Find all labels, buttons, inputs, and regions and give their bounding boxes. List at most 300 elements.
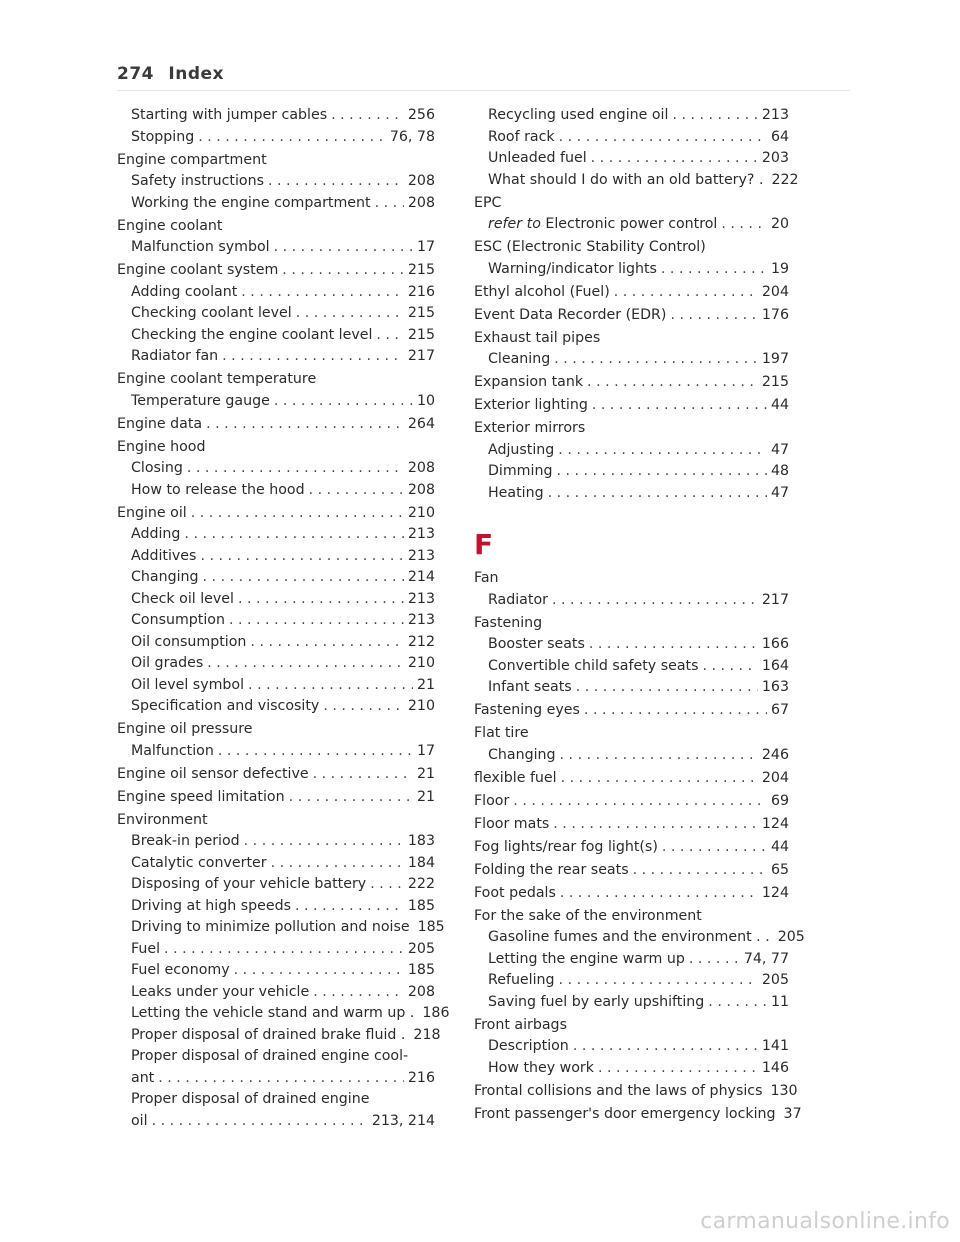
index-subentry [117,675,435,697]
index-subentry [117,1111,435,1133]
dot-leader [584,700,767,722]
index-subentry [117,480,435,502]
entry-page[interactable]: 69 [770,792,789,809]
index-subentry [117,171,435,193]
dot-leader [661,259,767,281]
entry-page[interactable]: 185 [407,897,435,914]
index-subentry [117,193,435,215]
watermark: carmanualsonline.info [700,1209,950,1234]
entry-label: Event Data Recorder (EDR) [474,306,667,323]
entry-page[interactable]: 204 [761,283,789,300]
entry-label: Floor mats [474,815,550,832]
index-entry [474,723,789,745]
index-entry [117,260,435,282]
index-subentry [117,960,435,982]
entry-label: Fan [474,570,499,586]
entry-page[interactable]: 256 [407,107,435,123]
index-subentry [117,831,435,853]
entry-label: For the sake of the environment [474,907,702,924]
entry-page[interactable]: 213 [407,526,435,542]
index-entry [474,305,789,327]
header-divider [117,90,850,91]
index-subentry [117,917,445,939]
dot-leader [576,677,758,699]
entry-page[interactable]: 215 [407,262,435,278]
entry-label: Oil grades [131,655,204,671]
index-entry [474,1015,789,1037]
index-subentry [474,148,789,170]
entry-reference-target: Electronic power control [540,216,718,232]
entry-label: Closing [131,460,183,476]
entry-label: Floor [474,792,510,809]
entry-label: Booster seats [488,636,585,652]
index-subentry [474,634,789,656]
index-subentry [474,590,789,612]
entry-label: Folding the rear seats [474,861,629,878]
entry-page[interactable]: 185 [417,919,445,935]
dot-leader [229,610,404,632]
entry-label: Foot pedals [474,884,556,901]
entry-label: flexible fuel [474,769,557,786]
entry-page[interactable]: 64 [770,128,789,145]
index-subentry [117,524,435,546]
entry-page[interactable]: 17 [416,239,435,255]
index-subentry [117,1003,450,1025]
entry-page[interactable]: 65 [770,861,789,878]
entry-label: Adjusting [488,441,555,458]
dot-leader [591,148,758,170]
entry-page[interactable]: 216 [407,1069,435,1086]
index-entry [117,414,435,436]
entry-page[interactable]: 218 [413,1026,441,1043]
index-subentry [474,461,789,483]
entry-label: Engine coolant system [117,262,279,278]
dot-leader [559,127,767,149]
entry-label: Environment [117,811,208,828]
entry-page[interactable]: 215 [407,326,435,343]
index-subentry [474,677,789,699]
entry-label: Malfunction [131,742,214,759]
index-subentry [474,656,789,678]
entry-label: Radiator [488,591,548,608]
dot-leader [313,764,413,786]
entry-page[interactable]: 37 [783,1105,802,1122]
entry-label: Proper disposal of drained engine [131,1091,370,1107]
entry-label: Changing [488,746,556,763]
index-subentry [117,391,435,413]
index-subentry [474,214,789,236]
dot-leader [244,831,404,853]
dot-leader [670,305,757,327]
entry-label: Cleaning [488,351,551,367]
entry-page[interactable]: 74, 77 [743,950,789,967]
index-column-right [474,105,805,1125]
entry-label: Warning/indicator lights [488,260,657,277]
index-subentry [117,567,435,589]
entry-page[interactable]: 48 [770,463,789,479]
index-subentry [117,282,435,304]
entry-label: Recycling used engine oil [488,107,669,123]
dot-leader [158,1068,404,1090]
dot-leader [218,741,413,763]
entry-page[interactable]: 185 [407,962,435,978]
index-subentry [117,325,435,347]
entry-label: Check oil level [131,590,234,607]
entry-label: Driving at high speeds [131,897,292,914]
index-entry [117,216,435,238]
entry-page[interactable]: 17 [416,742,435,759]
entry-label: Engine data [117,415,203,432]
dot-leader [152,1111,368,1133]
dot-leader [296,303,404,325]
entry-label: Changing [131,569,199,585]
index-subentry [117,1068,435,1090]
entry-label: Front airbags [474,1016,567,1033]
dot-leader [241,282,404,304]
entry-label: Additives [131,547,197,564]
entry-page[interactable]: 19 [770,260,789,277]
index-entry [474,282,789,304]
index-subentry [474,1058,789,1080]
entry-label: ant [131,1069,155,1086]
entry-page[interactable]: 217 [761,591,789,608]
entry-page[interactable]: 186 [422,1005,450,1021]
entry-label: Convertible child safety seats [488,657,699,674]
entry-label: How they work [488,1059,594,1076]
entry-page[interactable]: 21 [416,676,435,693]
entry-label: Exhaust tail pipes [474,329,601,346]
entry-page[interactable]: 210 [407,504,435,521]
dot-leader [289,787,413,809]
entry-page[interactable]: 44 [770,397,789,413]
index-subentry [474,745,789,767]
dot-leader [375,193,404,215]
entry-page[interactable]: 47 [770,441,789,458]
entry-label: Stopping [131,128,195,145]
dot-leader [268,171,404,193]
index-subentry [117,653,435,675]
entry-label: Engine coolant [117,217,223,234]
entry-label: Leaks under your vehicle [131,983,310,1000]
entry-page[interactable]: 44 [770,838,789,855]
index-subentry [117,874,435,896]
entry-page[interactable]: 216 [407,283,435,300]
index-subentry [117,896,435,918]
entry-label: Checking the engine coolant level [131,326,373,343]
entry-label: Dimming [488,463,553,479]
entry-label: Letting the engine warm up [488,950,685,967]
entry-page[interactable]: 197 [761,351,789,367]
dot-leader [553,814,758,836]
dot-leader [282,260,404,282]
index-subentry [474,440,789,462]
index-subentry [117,939,435,961]
index-entry [474,418,789,440]
index-entry [474,768,789,790]
entry-label: How to release the hood [131,481,305,498]
entry-label: Expansion tank [474,374,584,390]
index-entry [474,328,789,350]
dot-leader [662,837,767,859]
entry-page[interactable]: 213 [407,590,435,607]
dot-leader [222,346,404,368]
entry-label: Letting the vehicle stand and warm up . [131,1005,415,1021]
index-subentry [117,589,435,611]
entry-page[interactable]: 222 [771,171,799,188]
index-entry [117,719,435,741]
dot-leader [207,653,404,675]
dot-leader [614,282,758,304]
index-letter-heading: F [474,528,494,561]
index-entry [474,814,789,836]
dot-leader [323,696,404,718]
entry-label: ESC (Electronic Stability Control) [474,239,706,255]
entry-label: Starting with jumper cables [131,107,328,123]
dot-leader [309,480,404,502]
entry-page[interactable]: 20 [770,216,789,232]
index-entry [474,613,789,635]
entry-page[interactable]: 215 [761,374,789,390]
index-subentry [117,303,435,325]
entry-page[interactable]: 130 [770,1082,798,1099]
page-title: Index [168,64,225,84]
dot-leader [554,349,758,371]
index-entry [474,906,789,928]
entry-label: Radiator fan [131,348,219,364]
entry-page[interactable]: 213, 214 [371,1112,435,1129]
dot-leader [203,567,404,589]
dot-leader [548,483,767,505]
entry-label: Proper disposal of drained brake fluid . [131,1026,406,1043]
entry-page[interactable]: 208 [407,173,435,189]
entry-label: Oil consumption [131,633,247,650]
entry-page[interactable]: 183 [407,833,435,849]
entry-page[interactable]: 205 [777,929,805,945]
page-number: 274 [117,64,154,84]
index-subentry [474,170,799,192]
dot-leader [573,1036,758,1058]
dot-leader [702,656,757,678]
entry-page[interactable]: 215 [407,305,435,321]
entry-label: Consumption [131,612,225,628]
dot-leader [248,675,413,697]
index-subentry [117,610,435,632]
index-subentry [474,259,789,281]
dot-leader [721,214,767,236]
entry-page[interactable]: 21 [416,788,435,805]
index-subentry [117,853,435,875]
entry-page[interactable]: 124 [761,884,789,901]
dot-leader [184,524,403,546]
entry-page[interactable]: 212 [407,633,435,650]
index-subentry [117,1025,441,1047]
dot-leader [331,105,404,127]
entry-label: Exterior mirrors [474,420,586,436]
dot-leader [234,960,404,982]
index-entry [474,883,789,905]
entry-page[interactable]: 210 [407,655,435,671]
dot-leader [274,391,413,413]
entry-label: Specification and viscosity [131,698,320,714]
entry-page[interactable]: 222 [407,876,435,892]
entry-page[interactable]: 141 [761,1038,789,1054]
dot-leader [561,768,758,790]
entry-page[interactable]: 213 [407,547,435,564]
entry-page[interactable]: 213 [761,107,789,123]
index-subentry [474,927,805,949]
index-subentry [474,970,789,992]
entry-page[interactable]: 10 [416,392,435,409]
index-entry [474,700,789,722]
entry-label: Engine oil [117,504,187,521]
entry-page[interactable]: 210 [407,698,435,714]
index-entry [117,787,435,809]
entry-label: Fuel [131,940,161,957]
index-entry [117,764,435,786]
entry-label: Unleaded fuel [488,150,587,166]
dot-leader [598,1058,758,1080]
index-entry [474,1081,798,1103]
dot-leader [689,949,740,971]
dot-leader [198,127,386,149]
entry-label: Safety instructions [131,173,264,189]
entry-page[interactable]: 184 [407,854,435,871]
entry-page[interactable]: 47 [770,484,789,501]
entry-label: Fuel economy [131,962,230,978]
dot-leader [250,632,403,654]
dot-leader [672,105,757,127]
index-entry [474,237,789,259]
entry-label: Roof rack [488,128,555,145]
entry-label: Description [488,1038,569,1054]
entry-page[interactable]: 208 [407,983,435,1000]
entry-label [488,214,717,236]
entry-label: What should I do with an old battery? . [488,171,764,188]
entry-label: Engine coolant temperature [117,371,317,387]
index-subentry [117,741,435,763]
dot-leader [560,883,758,905]
entry-page[interactable]: 76, 78 [389,128,435,145]
index-entry [474,568,789,590]
entry-page[interactable]: 166 [761,636,789,652]
entry-label: Exterior lighting [474,397,588,413]
entry-label: Heating [488,484,544,501]
index-column-left [117,105,450,1132]
entry-page[interactable]: 146 [761,1059,789,1076]
index-subentry [474,349,789,371]
dot-leader [187,458,404,480]
entry-label: Fastening eyes [474,702,580,718]
entry-label: Break-in period [131,833,240,849]
entry-label: Refueling [488,972,555,988]
entry-label: Engine oil sensor defective [117,765,309,782]
entry-page[interactable]: 208 [407,194,435,211]
index-subentry [474,127,789,149]
index-entry [474,837,789,859]
entry-page[interactable]: 124 [761,815,789,832]
entry-label: Checking coolant level [131,305,292,321]
index-subentry [117,346,435,368]
dot-leader [238,589,404,611]
entry-label: Working the engine compartment [131,194,371,211]
dot-leader [558,440,767,462]
dot-leader [313,982,404,1004]
index-subentry [474,105,789,127]
entry-page[interactable]: 163 [761,679,789,695]
index-entry [117,150,435,172]
dot-leader [370,874,404,896]
entry-page[interactable]: 246 [761,746,789,763]
entry-page[interactable]: 264 [407,415,435,432]
entry-label: Engine oil pressure [117,721,253,737]
dot-leader [592,395,767,417]
entry-label: Ethyl alcohol (Fuel) [474,283,610,300]
entry-label: Saving fuel by early upshifting [488,993,705,1010]
entry-label: Fog lights/rear fog light(s) [474,838,658,855]
entry-page[interactable]: 67 [770,702,789,718]
entry-page[interactable]: 214 [407,569,435,585]
entry-page[interactable]: 21 [416,765,435,782]
dot-leader [206,414,404,436]
entry-label: Gasoline fumes and the environment . . [488,929,770,945]
entry-label: Infant seats [488,679,572,695]
index-subentry [117,546,435,568]
entry-page[interactable]: 205 [407,940,435,957]
entry-page[interactable]: 208 [407,460,435,476]
index-entry [117,437,435,459]
dot-leader [552,590,758,612]
entry-label: Adding coolant [131,283,238,300]
index-subentry [474,483,789,505]
index-subentry [117,1089,435,1111]
index-subentry [117,696,435,718]
entry-page[interactable]: 205 [761,972,789,988]
index-subentry [474,992,789,1014]
entry-label: Flat tire [474,725,529,741]
entry-reference: refer to [488,216,541,232]
index-subentry [474,1036,789,1058]
entry-page[interactable]: 217 [407,348,435,364]
entry-page[interactable]: 213 [407,612,435,628]
entry-page[interactable]: 203 [761,150,789,166]
entry-label: Driving to minimize pollution and noise [131,919,410,935]
entry-page[interactable]: 208 [407,481,435,498]
dot-leader [587,372,758,394]
entry-page[interactable]: 11 [770,993,789,1010]
entry-label: Engine compartment [117,151,267,168]
index-entry [474,860,789,882]
index-entry [474,791,789,813]
entry-page[interactable]: 176 [761,306,789,323]
entry-page[interactable]: 164 [761,657,789,674]
dot-leader [513,791,767,813]
dot-leader [191,503,404,525]
dot-leader [164,939,404,961]
dot-leader [200,546,403,568]
index-entry [117,810,435,832]
entry-label: Fastening [474,614,543,631]
index-subentry [117,458,435,480]
index-entry [474,193,789,215]
entry-page[interactable]: 204 [761,769,789,786]
entry-label: Engine hood [117,438,206,455]
entry-label: Malfunction symbol [131,239,270,255]
dot-leader [274,237,413,259]
entry-label: Catalytic converter [131,854,267,871]
entry-label: Front passenger's door emergency locking [474,1105,776,1122]
dot-leader [633,860,767,882]
index-subentry [117,632,435,654]
